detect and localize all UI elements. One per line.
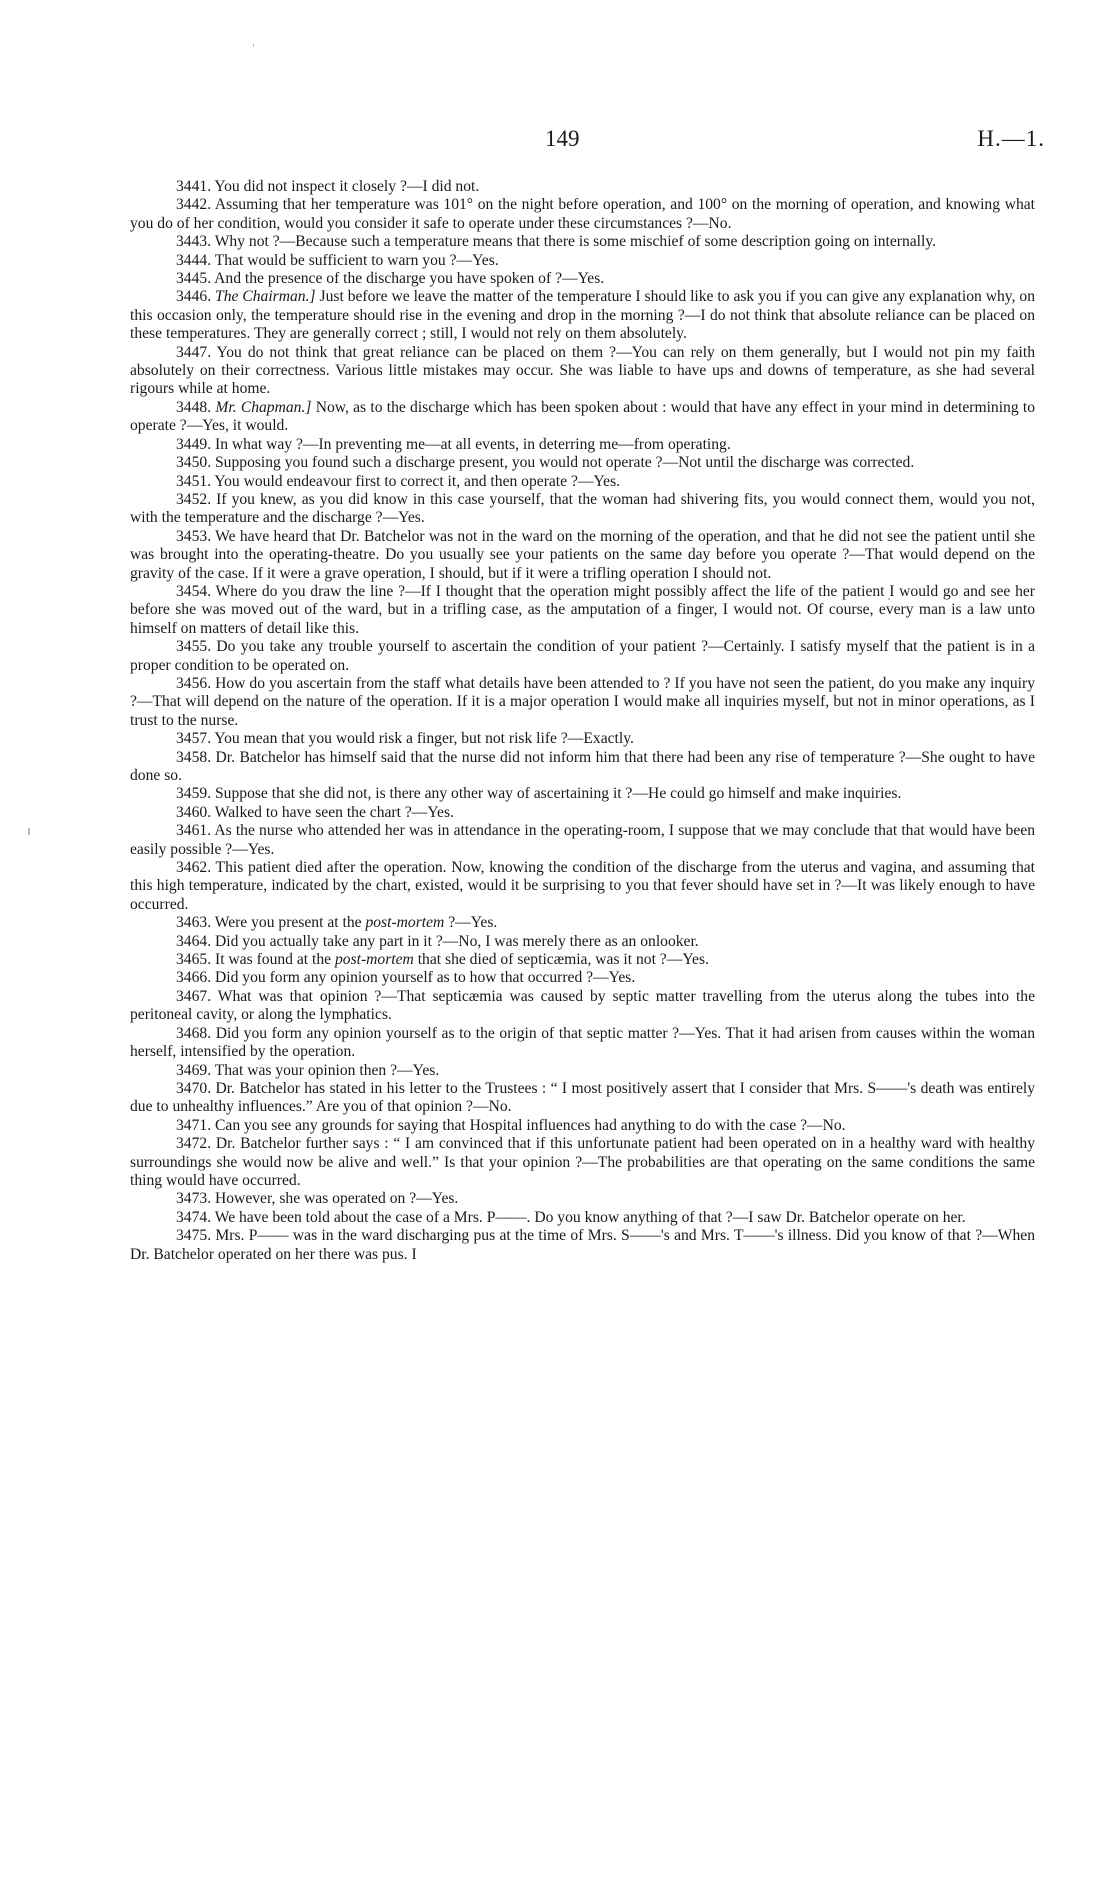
testimony-paragraph — [130, 270, 1035, 288]
question-answer-text: Dr. Batchelor has stated in his letter to the Trustees : “ I most positively assert that I consider that Mrs. S——'s death was entirely due to unhealthy influences.” Are you of that opinion ?—No. — [130, 1079, 1035, 1116]
question-number: 3469. — [176, 1061, 212, 1079]
question-answer-text: Did you actually take any part in it ?—No, I was merely there as an onlooker. — [215, 932, 699, 950]
question-text: It was found at the — [215, 951, 332, 969]
scan-mark — [28, 828, 30, 835]
testimony-paragraph — [130, 196, 1035, 233]
testimony-paragraph — [130, 675, 1035, 730]
answer-text: that she died of septicæmia, was it not ?—Yes. — [417, 951, 709, 969]
question-number: 3446. — [176, 288, 212, 306]
question-number: 3462. — [176, 859, 212, 877]
speaker-name: Mr. Chapman.] — [215, 398, 312, 416]
question-answer-text: Supposing you found such a discharge present, you would not operate ?—Not until the discharge was corrected. — [215, 454, 915, 472]
testimony-paragraph — [130, 1209, 1035, 1227]
question-answer-text: We have been told about the case of a Mrs. P——. Do you know anything of that ?—I saw Dr. Batchelor operate on her. — [214, 1208, 966, 1226]
question-number: 3458. — [176, 748, 212, 766]
question-answer-text: Can you see any grounds for saying that Hospital influences had anything to do with the case ?—No. — [215, 1116, 846, 1134]
question-answer-text: You do not think that great reliance can be placed on them ?—You can rely on them generally, but I would not pin my faith absolutely on their correctness. Various little mistakes may occur. She was liable to have ups and downs of temperature, as she had several rigours while at home. — [130, 343, 1035, 398]
testimony-paragraph — [130, 1062, 1035, 1080]
speaker-name: The Chairman.] — [215, 288, 316, 306]
question-answer-text: Did you form any opinion yourself as to the origin of that septic matter ?—Yes. That it had arisen from causes within the woman herself, intensified by the operation. — [130, 1024, 1035, 1061]
page-number: 149 — [545, 126, 580, 151]
testimony-paragraph — [130, 1227, 1035, 1264]
question-answer-text: Assuming that her temperature was 101° on the night before operation, and 100° on the morning of operation, and knowing what you do of her condition, would you consider it safe to operate under these circumstances ?—No. — [130, 196, 1035, 232]
question-number: 3451. — [176, 472, 212, 490]
question-number: 3441. — [176, 178, 212, 195]
question-answer-text: Dr. Batchelor has himself said that the nurse did not inform him that there had been any rise of temperature ?—She ought to have done so. — [130, 748, 1035, 784]
question-answer-text: You would endeavour first to correct it, and then operate ?—Yes. — [214, 472, 621, 490]
question-answer-text: Mrs. P—— was in the ward discharging pus at the time of Mrs. S——'s and Mrs. T——'s illness. Did you know of that ?—When Dr. Batchelor operated on her there was pus. I — [130, 1227, 1035, 1263]
question-answer-text: This patient died after the operation. Now, knowing the condition of the discharge from the uterus and vagina, and assuming that this high temperature, indicated by the chart, existed, would it be surprising to you that fever should have set in ?—It was likely enough to have occurred. — [130, 859, 1035, 913]
question-number: 3454. — [176, 582, 212, 600]
question-answer-text: What was that opinion ?—That septicæmia was caused by septic matter travelling from the uterus along the tubes into the peritoneal cavity, or along the lymphatics. — [130, 987, 1035, 1024]
question-number: 3450. — [176, 454, 212, 472]
testimony-paragraph — [130, 804, 1035, 822]
question-number: 3453. — [176, 527, 212, 545]
question-answer-text: And the presence of the discharge you have spoken of ?—Yes. — [214, 270, 605, 288]
testimony-paragraph — [130, 969, 1035, 987]
question-answer-text: In what way ?—In preventing me—at all events, in deterring me—from operating. — [215, 435, 731, 453]
page-header — [0, 126, 1114, 156]
question-answer-text: Walked to have seen the chart ?—Yes. — [214, 803, 454, 821]
question-number: 3459. — [176, 785, 212, 803]
testimony-paragraph — [130, 178, 1035, 196]
question-answer-text: Now, as to the discharge which has been spoken about : would that have any effect in your mind in determining to operate ?—Yes, it would. — [130, 398, 1035, 435]
testimony-paragraph — [130, 988, 1035, 1025]
testimony-paragraph — [130, 344, 1035, 399]
testimony-paragraph — [130, 749, 1035, 786]
question-number: 3456. — [176, 674, 212, 692]
question-number: 3448. — [176, 398, 212, 416]
scan-mark — [253, 44, 254, 47]
question-number: 3444. — [176, 251, 212, 269]
question-number: 3466. — [176, 969, 212, 987]
testimony-paragraph — [130, 233, 1035, 251]
testimony-paragraph — [130, 1025, 1035, 1062]
testimony-paragraph — [130, 288, 1035, 343]
testimony-paragraph — [130, 454, 1035, 472]
italic-term: post-mortem — [365, 914, 445, 932]
testimony-paragraph — [130, 730, 1035, 748]
testimony-paragraph — [130, 436, 1035, 454]
question-number: 3447. — [176, 343, 212, 361]
testimony-paragraph — [130, 785, 1035, 803]
question-answer-text: Why not ?—Because such a temperature means that there is some mischief of some description going on internally. — [214, 233, 937, 251]
question-number: 3443. — [176, 233, 212, 251]
testimony-paragraph — [130, 583, 1035, 638]
question-number: 3474. — [176, 1208, 212, 1226]
testimony-paragraph — [130, 638, 1035, 675]
question-answer-text: Where do you draw the line ?—If I thought that the operation might possibly affect the life of the patient I would go and see her before she was moved out of the ward, but in a trifling case, as the amputation of a finger, I would not. Of course, every man is a law unto himself on matters of detail like this. — [130, 582, 1035, 637]
question-number: 3475. — [176, 1227, 212, 1245]
testimony-paragraph — [130, 933, 1035, 951]
question-number: 3465. — [176, 951, 212, 969]
question-answer-text: You mean that you would risk a finger, but not risk life ?—Exactly. — [214, 730, 634, 748]
question-answer-text: That was your opinion then ?—Yes. — [214, 1061, 440, 1079]
question-answer-text: How do you ascertain from the staff what details have been attended to ? If you have not seen the patient, do you make any inquiry ?—That will depend on the nature of the operation. If it is a major operation I would make all inquiries myself, but not in minor operations, as I trust to the nurse. — [130, 674, 1036, 729]
testimony-paragraph — [130, 1117, 1035, 1135]
question-answer-text: If you knew, as you did know in this case yourself, that the woman had shivering fits, you would connect them, would you not, with the temperature and the discharge ?—Yes. — [130, 490, 1036, 527]
question-number: 3445. — [176, 270, 212, 288]
question-number: 3461. — [176, 822, 212, 840]
question-number: 3463. — [176, 914, 212, 932]
question-number: 3464. — [176, 932, 212, 950]
testimony-text — [130, 178, 1035, 1264]
question-number: 3460. — [176, 803, 212, 821]
question-answer-text: Do you take any trouble yourself to ascertain the condition of your patient ?—Certainly. I satisfy myself that the patient is in a proper condition to be operated on. — [130, 638, 1035, 674]
testimony-paragraph — [130, 822, 1035, 859]
document-reference: H.—1. — [977, 126, 1045, 151]
question-number: 3452. — [176, 490, 212, 508]
testimony-paragraph — [130, 252, 1035, 270]
question-number: 3468. — [176, 1024, 212, 1042]
testimony-paragraph — [130, 951, 1035, 969]
answer-text: ?—Yes. — [448, 914, 498, 932]
question-answer-text: That would be sufficient to warn you ?—Yes. — [214, 251, 499, 269]
question-number: 3455. — [176, 638, 212, 656]
question-answer-text: Did you form any opinion yourself as to how that occurred ?—Yes. — [215, 969, 636, 987]
testimony-paragraph — [130, 491, 1035, 528]
testimony-paragraph — [130, 914, 1035, 932]
question-answer-text: Suppose that she did not, is there any other way of ascertaining it ?—He could go himself and make inquiries. — [215, 785, 902, 803]
question-answer-text: However, she was operated on ?—Yes. — [215, 1190, 459, 1208]
question-answer-text: Just before we leave the matter of the temperature I should like to ask you if you can give any explanation why, on this occasion only, the temperature should rise in the evening and drop in the morning ?—I do not think that absolute reliance can be placed on these temperatures. They are generally correct ; still, I would not rely on them absolutely. — [130, 288, 1035, 343]
testimony-paragraph — [130, 1135, 1035, 1190]
question-number: 3470. — [176, 1079, 212, 1097]
question-answer-text: As the nurse who attended her was in attendance in the operating-room, I suppose that we may conclude that that would have been easily possible ?—Yes. — [130, 822, 1035, 858]
question-text: Were you present at the — [214, 914, 362, 932]
question-number: 3449. — [176, 435, 212, 453]
testimony-paragraph — [130, 1080, 1035, 1117]
question-number: 3467. — [176, 987, 212, 1005]
testimony-paragraph — [130, 1190, 1035, 1208]
testimony-paragraph — [130, 399, 1035, 436]
testimony-paragraph — [130, 528, 1035, 583]
testimony-paragraph — [130, 473, 1035, 491]
question-number: 3442. — [176, 196, 212, 214]
question-number: 3472. — [176, 1135, 212, 1153]
question-number: 3457. — [176, 730, 212, 748]
question-number: 3471. — [176, 1116, 212, 1134]
question-answer-text: You did not inspect it closely ?—I did not. — [214, 178, 480, 195]
question-number: 3473. — [176, 1190, 212, 1208]
testimony-paragraph — [130, 859, 1035, 914]
question-answer-text: Dr. Batchelor further says : “ I am convinced that if this unfortunate patient had been operated on in a healthy ward with healthy surroundings she would now be alive and well.” Is that your opinion ?—The probabilities are that operating on the same conditions the same thing would have occurred. — [130, 1135, 1035, 1189]
italic-term: post-mortem — [334, 951, 414, 969]
question-answer-text: We have heard that Dr. Batchelor was not in the ward on the morning of the operation, and that he did not see the patient until she was brought into the operating-theatre. Do you usually see your patients on the same day before you operate ?—That would depend on the gravity of the case. If it were a grave operation, I should, but if it were a trifling operation I should not. — [130, 527, 1036, 582]
